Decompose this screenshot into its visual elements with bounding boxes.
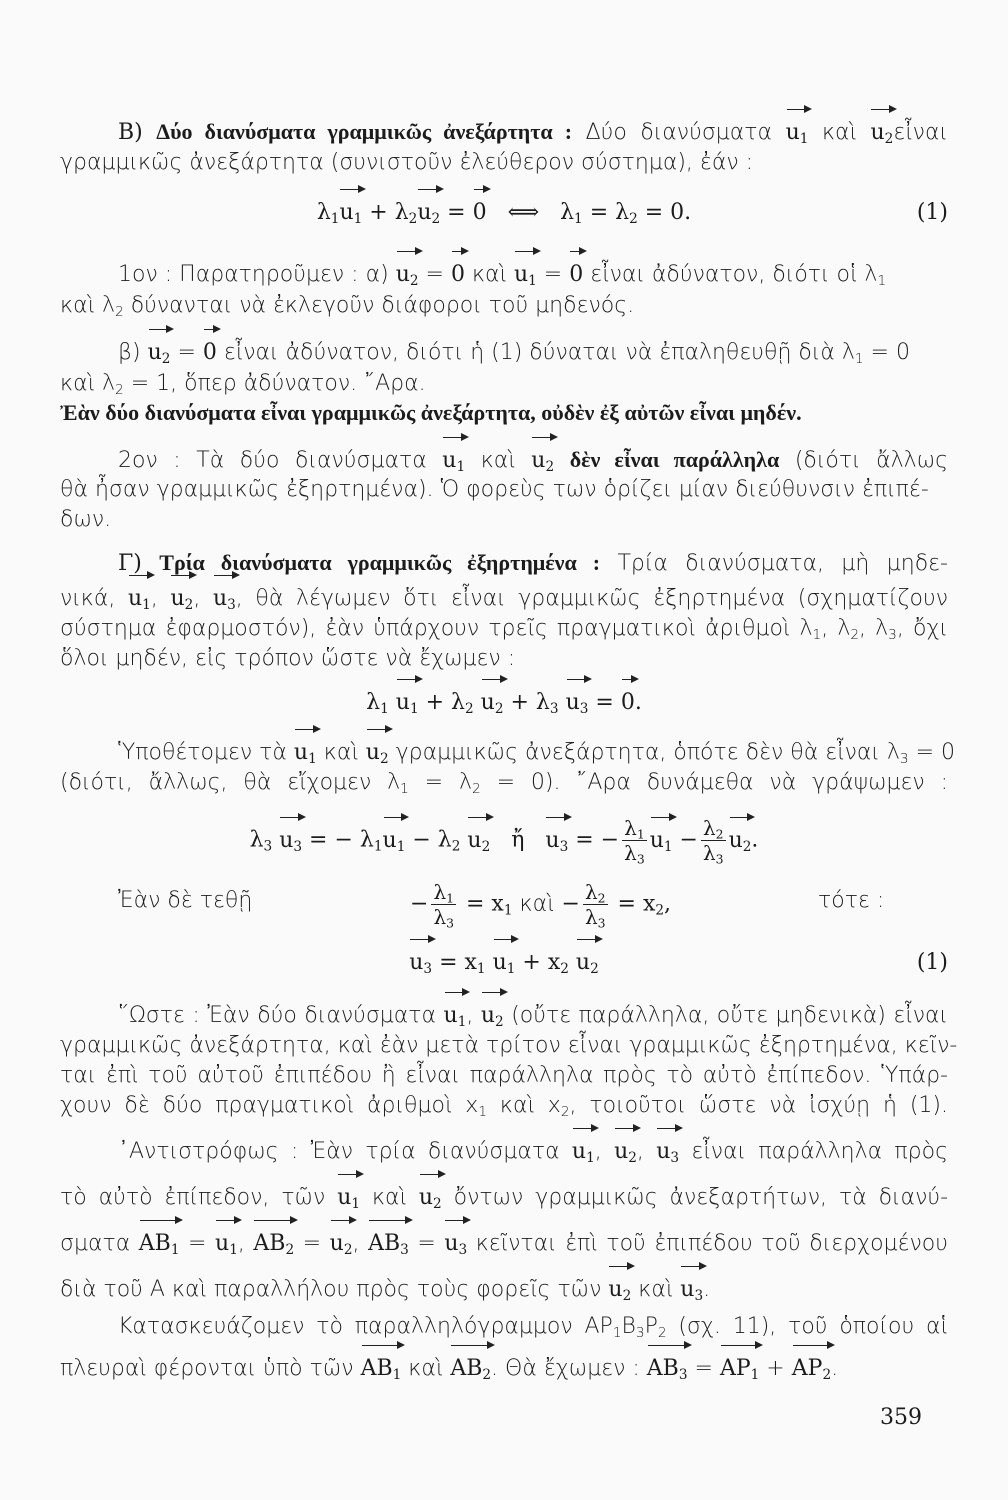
text: ὄντων γραμμικῶς ἀνεξαρτήτων, τὰ διανύ- [453, 1185, 949, 1210]
text: εἶναι παράλληλα πρὸς [691, 1139, 948, 1164]
bold-conclusion: Ἐὰν δύο διανύσματα εἶναι γραμμικῶς ἀνεξάρτητα, οὐδὲν ἐξ αὐτῶν εἶναι μηδέν. [60, 400, 802, 425]
text: καὶ [638, 1277, 674, 1302]
text: 1ον : Παρατηροῦμεν : [118, 262, 359, 287]
second-remark-line-3: δων. [60, 507, 112, 532]
section-g-label: Γ) [118, 551, 142, 576]
text: 2ον : Τὰ δύο διανύσματα [118, 448, 427, 473]
section-g-line-2: νικά, $u_1$, $u_2$, $u_3$, θὰ λέγωμεν ὅτι εἶναι γραμμικῶς ἐξηρτημένα (σχηματίζουν [60, 586, 948, 613]
set-line-label: Ἐὰν δὲ τεθῇ [118, 888, 253, 913]
beta-line-2: καὶ $\lambda_2 = 1$, ὅπερ ἀδύνατον. ῎Αρα. [60, 371, 426, 398]
text: α) [365, 262, 389, 287]
text: κεῖνται ἐπὶ τοῦ ἐπιπέδου τοῦ διερχομένου [475, 1231, 948, 1256]
text: Δύο διανύσματα [585, 120, 773, 145]
converse-line-3: σματα $AB_1 = u_1$, $AB_2 = u_2$, $AB_3 = u_3$ κεῖνται ἐπὶ τοῦ ἐπιπέδου τοῦ διερχομένου [60, 1231, 948, 1258]
text: καὶ [60, 371, 96, 396]
second-remark-line-2: θὰ ἦσαν γραμμικῶς ἐξηρτημένα). Ὁ φορεὺς των ὁρίζει μίαν διεύθυνσιν ἐπιπέ- [60, 477, 929, 502]
page-number: 359 [880, 1405, 922, 1430]
text: Κατασκευάζομεν τὸ παραλληλόγραμμον ΑΡ [118, 1314, 613, 1339]
equation-linear-dependence: $\lambda_1$ $u_1 + \lambda_2$ $u_2 + \lambda_3$ $u_3 = 0$. [366, 690, 642, 717]
text: τὸ αὐτὸ ἐπίπεδον, τῶν [60, 1185, 326, 1210]
text: ἤ [511, 827, 525, 853]
text: δὲν εἶναι παράλληλα [569, 447, 780, 472]
then-label: τότε : [818, 888, 885, 913]
second-remark-line-1: 2ον : Τὰ δύο διανύσματα $u_1$ καὶ $u_2$ δὲν εἶναι παράλληλα (διότι ἄλλως [118, 447, 949, 475]
text: Ὑποθέτομεν τὰ [118, 740, 287, 765]
text: θὰ λέγωμεν ὅτι εἶναι γραμμικῶς ἐξηρτημένα (σχηματίζουν [255, 586, 948, 611]
converse-line-2: τὸ αὐτὸ ἐπίπεδον, τῶν $u_1$ καὶ $u_2$ ὄντων γραμμικῶς ἀνεξαρτήτων, τὰ διανύ- [60, 1185, 949, 1212]
text: (οὔτε παράλληλα, οὔτε μηδενικὰ) εἶναι [511, 1003, 948, 1028]
text: εἶναι ἀδύνατον, διότι οἱ λ [590, 262, 878, 287]
equation-2-number: (1) [916, 950, 948, 975]
text: τοιοῦτοι ὥστε νὰ ἰσχύῃ ἡ (1). [589, 1093, 948, 1118]
section-g-line-1 [118, 548, 948, 579]
text: καὶ [323, 740, 359, 765]
text: πλευραὶ φέρονται ὑπὸ τῶν [60, 1356, 354, 1381]
converse-line-4: διὰ τοῦ Α καὶ παραλλήλου πρὸς τοὺς φορεῖς τῶν $u_2$ καὶ $u_3$. [60, 1277, 711, 1304]
section-b-line-1: Β) Δύο διανύσματα γραμμικῶς ἀνεξάρτητα : Δύο διανύσματα $u_1$ καὶ $u_2\varepsilon ἶ\nu\alpha\iota$ [118, 119, 948, 147]
hoste-line-3: ται ἐπὶ τοῦ αὐτοῦ ἐπιπέδου ἢ εἶναι παράλληλα πρὸς τὸ αὐτὸ ἐπίπεδον. Ὑπάρ- [60, 1063, 948, 1088]
first-remark-line-1: 1ον : Παρατηροῦμεν : α) $u_2 = 0$ καὶ $u_1 = 0$ εἶναι ἀδύνατον, διότι οἱ $\lambda_1$ [118, 262, 887, 289]
text: Τρία διανύσματα, μὴ μηδε- [617, 551, 948, 576]
beta-line-1: β) $u_2 = 0$ εἶναι ἀδύνατον, διότι ἡ (1) δύναται νὰ ἐπαληθευθῇ διὰ $\lambda_1 = 0$ [118, 340, 910, 367]
section-b-title: Δύο διανύσματα γραμμικῶς ἀνεξάρτητα : [156, 119, 573, 144]
hoste-line-1: ῞Ωστε : Ἐὰν δύο διανύσματα $u_1$, $u_2$ (οὔτε παράλληλα, οὔτε μηδενικὰ) εἶναι [118, 1003, 948, 1030]
text: (διότι ἄλλως [794, 448, 949, 473]
text: καὶ [60, 293, 96, 318]
hoste-line-4: χουν δὲ δύο πραγματικοὶ ἀριθμοὶ $x_1$ καὶ $x_2$, τοιοῦτοι ὥστε νὰ ἰσχύῃ ἡ (1). [60, 1093, 948, 1120]
text: (σχ. 11), τοῦ ὁποίου αἱ [678, 1314, 948, 1339]
text: (διότι, ἄλλως, θὰ εἴχομεν λ [60, 770, 401, 795]
text: β) [118, 340, 141, 365]
text: γραμμικῶς ἀνεξάρτητα, ὁπότε δὲν θὰ εἶναι λ [395, 740, 900, 765]
text: ῞Ωστε : Ἐὰν δύο διανύσματα [118, 1003, 437, 1028]
first-remark-line-2: καὶ $\lambda_2$ δύνανται νὰ ἐκλεγοῦν διάφοροι τοῦ μηδενός. [60, 293, 635, 320]
text: καὶ [408, 1356, 444, 1381]
text: σύστημα ἐφαρμοστόν), ἐὰν ὑπάρχουν τρεῖς πραγματικοὶ ἀριθμοὶ λ [60, 616, 813, 641]
equation-u3-expression: $\lambda_3$ $u_3$ = − $\lambda_1u_1 - \lambda_2$ $u_2$ ἤ $u_3$ = − $\frac{\lambda_1}{\lambda_3}$ $u_1$ − $\frac{\lambda_2}{\lambda_3}$ $u_2$. [249, 816, 759, 867]
text: καὶ [480, 448, 516, 473]
equation-2: $u_3 = x_1$ $u_1 + x_2$ $u_2$ [409, 950, 599, 977]
text: νικά, [60, 586, 116, 611]
text: δύνανται νὰ ἐκλεγοῦν διάφοροι τοῦ μηδενός. [130, 293, 635, 318]
equation-1: $\lambda_1u_1 + \lambda_2u_2 = 0$ ⟺ $\lambda_1 = \lambda_2 = 0$. [316, 200, 692, 227]
text: Θὰ ἔχωμεν : [505, 1356, 640, 1381]
text: ὅπερ ἀδύνατον. ῎Αρα. [184, 371, 426, 396]
section-g-title: Τρία διανύσματα γραμμικῶς ἐξηρτημένα : [159, 550, 601, 575]
equation-x-definitions: − $\frac{\lambda_1}{\lambda_3}$ = $x_1$ καὶ − $\frac{\lambda_2}{\lambda_3}$ = $x_2$, [410, 880, 672, 931]
section-b-label: Β) [118, 120, 143, 145]
text: καὶ [471, 262, 507, 287]
construction-line-2: πλευραὶ φέρονται ὑπὸ τῶν $AB_1$ καὶ $AB_2$. Θὰ ἔχωμεν : $AB_3 = AP_1 + AP_2$. [60, 1356, 839, 1383]
section-b-line-2: γραμμικῶς ἀνεξάρτητα (συνιστοῦν ἐλεύθερον σύστημα), ἐάν : [60, 150, 754, 175]
hoste-line-2: γραμμικῶς ἀνεξάρτητα, καὶ ἐὰν μετὰ τρίτον εἶναι γραμμικῶς ἐξηρτημένα, κεῖν- [60, 1033, 958, 1058]
construction-line-1: Κατασκευάζομεν τὸ παραλληλόγραμμον $AP_1B_3P_2$ (σχ. 11), τοῦ ὁποίου αἱ [118, 1314, 948, 1341]
text: ὄχι [912, 616, 948, 641]
converse-line-1: ᾿Αντιστρόφως : Ἐὰν τρία διανύσματα $u_1$, $u_2$, $u_3$ εἶναι παράλληλα πρὸς [118, 1139, 948, 1166]
text: καὶ [371, 1185, 407, 1210]
section-g-line-3: σύστημα ἐφαρμοστόν), ἐὰν ὑπάρχουν τρεῖς πραγματικοὶ ἀριθμοὶ $\lambda_1$, $\lambda_2$, $\lambda_3$, ὄχι [60, 616, 948, 643]
text: εἶναι [893, 120, 948, 145]
text: διὰ τοῦ Α καὶ παραλλήλου πρὸς τοὺς φορεῖς τῶν [60, 1277, 602, 1302]
hypothesis-line-1: Ὑποθέτομεν τὰ $u_1$ καὶ $u_2$ γραμμικῶς ἀνεξάρτητα, ὁπότε δὲν θὰ εἶναι $\lambda_3 = 0$ [118, 740, 955, 767]
text: καὶ x [499, 1093, 561, 1118]
text: καὶ [519, 891, 555, 917]
text: σματα [60, 1231, 131, 1256]
equation-1-number: (1) [916, 200, 948, 225]
hypothesis-line-2: (διότι, ἄλλως, θὰ εἴχομεν $\lambda_1 = \lambda_2 = 0$). ῎Αρα δυνάμεθα νὰ γράψωμεν : [60, 770, 948, 797]
text: ῎Αρα δυνάμεθα νὰ γράψωμεν : [576, 770, 948, 795]
text: καὶ [821, 120, 857, 145]
text: χουν δὲ δύο πραγματικοὶ ἀριθμοὶ x [60, 1093, 479, 1118]
section-g-line-4: ὅλοι μηδέν, εἰς τρόπον ὥστε νὰ ἔχωμεν : [60, 646, 516, 671]
text: ᾿Αντιστρόφως : Ἐὰν τρία διανύσματα [118, 1139, 560, 1164]
text: εἶναι ἀδύνατον, διότι ἡ (1) δύναται νὰ ἐπαληθευθῇ διὰ λ [223, 340, 855, 365]
